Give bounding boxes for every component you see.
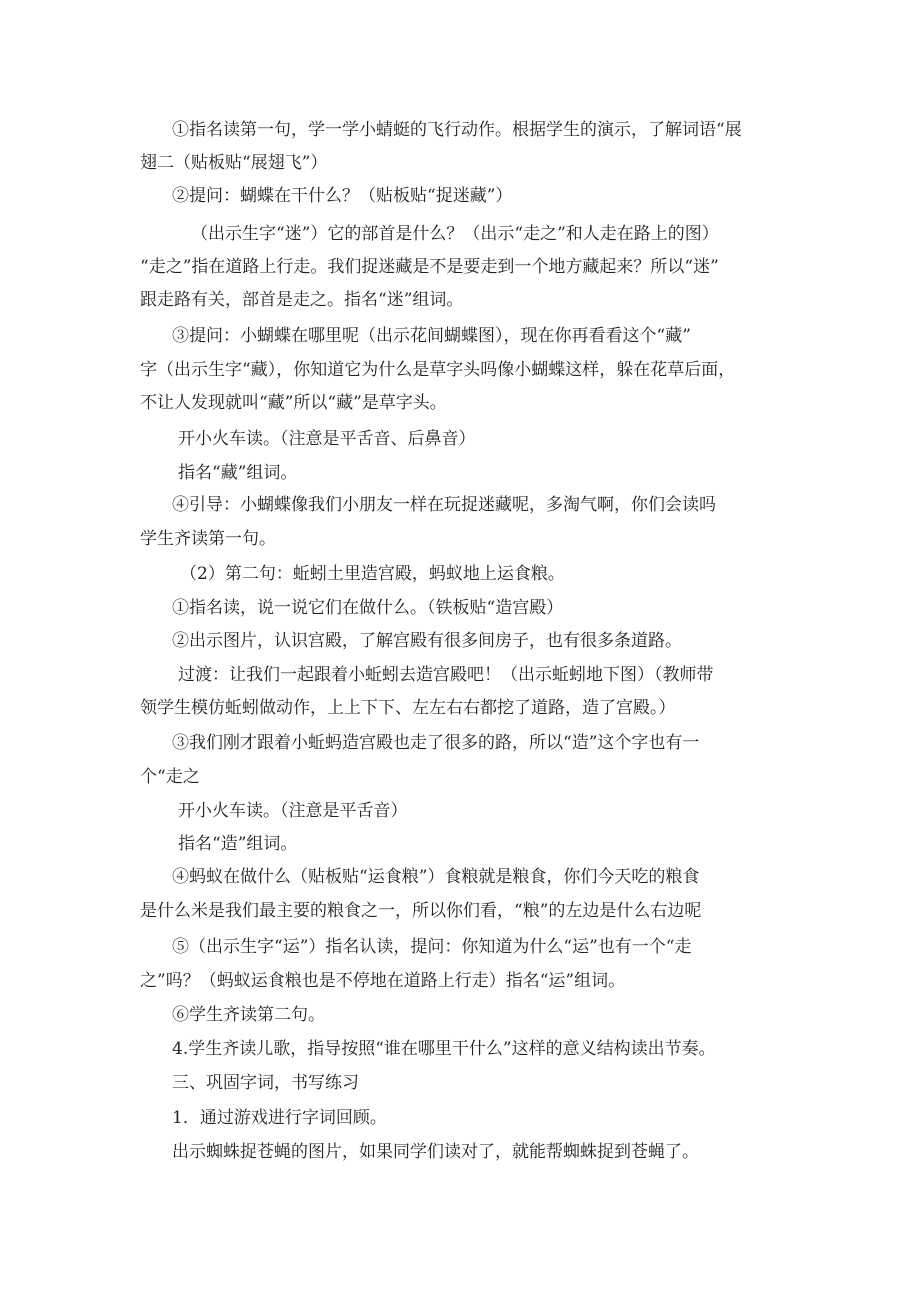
paragraph-line-26: 之”吗？（蚂蚁运食粮也是不停地在道路上行走）指名“运”组词。 (140, 971, 626, 991)
paragraph-line-18: 领学生模仿蚯蚓做动作，上上下下、左左右右都挖了道路，造了宫殿。） (140, 698, 676, 718)
paragraph-line-15: ①指名读，说一说它们在做什么。（铁板贴“造宫殿） (172, 598, 564, 618)
paragraph-line-17: 过渡：让我们一起跟着小蚯蚓去造宫殿吧！（出示蚯蚓地下图）（教师带 (178, 665, 714, 685)
paragraph-line-20: 个“走之 (140, 767, 200, 787)
paragraph-line-27: ⑥学生齐读第二句。 (172, 1005, 325, 1025)
paragraph-line-13: 学生齐读第一句。 (140, 529, 276, 549)
paragraph-line-16: ②出示图片，认识宫殿，了解宫殿有很多间房子，也有很多条道路。 (172, 631, 682, 651)
paragraph-line-6: 跟走路有关，部首是走之。指名“迷”组词。 (140, 290, 464, 310)
paragraph-line-22: 指名“造”组词。 (178, 834, 298, 854)
paragraph-line-1: ①指名读第一句，学一学小蜻蜓的飞行动作。根据学生的演示，了解词语“展 (172, 120, 742, 140)
paragraph-line-11: 指名“藏”组词。 (178, 463, 298, 483)
paragraph-line-19: ③我们刚才跟着小蚯蚂造宫殿也走了很多的路，所以“造”这个字也有一 (172, 733, 700, 753)
paragraph-line-4: （出示生字“迷”）它的部首是什么？（出示“走之”和人走在路上的图） (191, 224, 719, 244)
paragraph-line-7: ③提问：小蝴蝶在哪里呢（出示花间蝴蝶图），现在你再看看这个“藏” (172, 326, 691, 346)
paragraph-line-9: 不让人发现就叫“藏”所以“藏”是草字头。 (140, 393, 447, 413)
paragraph-line-28: 4.学生齐读儿歌，指导按照“谁在哪里干什么”这样的意义结构读出节奏。 (172, 1039, 716, 1059)
section-heading: 三、巩固字词，书写练习 (172, 1073, 359, 1093)
paragraph-line-24: 是什么米是我们最主要的粮食之一，所以你们看，“粮”的左边是什么右边呢 (140, 901, 702, 921)
paragraph-line-12: ④引导：小蝴蝶像我们小朋友一样在玩捉迷藏呢，多淘气啊，你们会读吗 (172, 495, 716, 515)
paragraph-line-21: 开小火车读。（注意是平舌音） (178, 801, 408, 821)
paragraph-line-10: 开小火车读。（注意是平舌音、后鼻音） (178, 429, 476, 449)
paragraph-line-5: “走之”指在道路上行走。我们捉迷藏是不是要走到一个地方藏起来？所以“迷” (140, 257, 719, 277)
paragraph-line-30: 1．通过游戏进行字词回顾。 (172, 1108, 387, 1128)
paragraph-line-3: ②提问：蝴蝶在干什么？（贴板贴“捉迷藏”） (172, 186, 513, 206)
paragraph-line-8: 字（出示生字“藏），你知道它为什么是草字头吗像小蝴蝶这样，躲在花草后面， (140, 360, 736, 380)
paragraph-line-2: 翅二（贴板贴“展翅飞”） (140, 153, 328, 173)
paragraph-line-23: ④蚂蚁在做什么（贴板贴“运食粮”）食粮就是粮食，你们今天吃的粮食 (172, 867, 700, 887)
paragraph-line-31: 出示蜘蛛捉苍蝇的图片，如果同学们读对了，就能帮蜘蛛捉到苍蝇了。 (172, 1142, 699, 1162)
paragraph-line-25: ⑤（出示生字“运”）指名认读，提问：你知道为什么“运”也有一个“走 (172, 937, 692, 957)
paragraph-line-14: （2）第二句：蚯蚓土里造宫殿，蚂蚁地上运食粮。 (180, 564, 565, 584)
